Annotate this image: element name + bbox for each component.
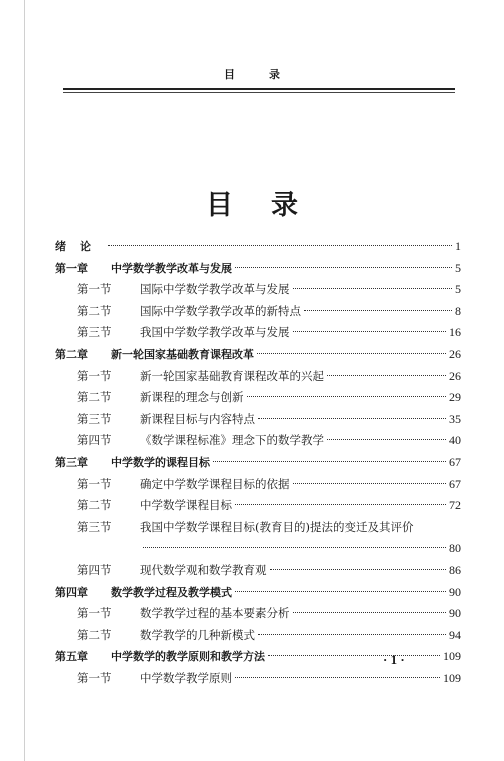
toc-entry-label: 第三节 xyxy=(77,519,112,534)
toc-entry-chapter[interactable] xyxy=(55,344,461,366)
toc-entry-page: 26 xyxy=(449,368,461,383)
toc-entry-title: 确定中学数学课程目标的依据 xyxy=(140,476,290,491)
toc-entry-page: 86 xyxy=(449,562,461,577)
toc-entry-section[interactable] xyxy=(55,560,461,582)
toc-entry-label: 第四节 xyxy=(77,433,112,448)
dot-leader xyxy=(235,591,446,592)
toc-entry-page: 109 xyxy=(443,649,461,664)
toc-entry-section[interactable] xyxy=(55,366,461,388)
toc-entry-label: 第一节 xyxy=(77,282,112,297)
toc-entry-label: 第三章 xyxy=(55,455,88,469)
toc-entry-section[interactable] xyxy=(55,603,461,625)
toc-entry-title: 数学教学的几种新模式 xyxy=(140,627,255,642)
toc-entry-title: 国际中学数学教学改革的新特点 xyxy=(140,303,301,318)
toc-entry-section[interactable] xyxy=(55,430,461,452)
dot-leader xyxy=(247,396,447,397)
header-rule-thick xyxy=(63,88,455,90)
toc-entry-title: 新课程的理念与创新 xyxy=(140,390,244,405)
toc-entry-title: 中学数学课程目标 xyxy=(140,498,232,513)
toc-entry-label: 第四章 xyxy=(55,585,88,599)
header-rule-thin xyxy=(63,92,455,93)
page-folio: · 1 · xyxy=(383,652,405,667)
toc-entry-section[interactable] xyxy=(55,279,461,301)
dot-leader xyxy=(270,569,447,570)
toc-entry-label: 第五章 xyxy=(55,650,88,664)
toc-entry-page: 26 xyxy=(449,346,461,361)
toc-entry-chapter[interactable] xyxy=(55,258,461,280)
dot-leader xyxy=(257,353,446,354)
toc-entry-label: 第二章 xyxy=(55,347,88,361)
toc-entry-label: 第三节 xyxy=(77,325,112,340)
toc-entry-page: 16 xyxy=(449,325,461,340)
toc-entry-label: 第三节 xyxy=(77,411,112,426)
toc-entry-page: 8 xyxy=(455,303,461,318)
toc-entry-chapter[interactable] xyxy=(55,582,461,604)
dot-leader xyxy=(293,288,453,289)
dot-leader xyxy=(327,375,446,376)
toc-entry-title: 中学数学的教学原则和教学方法 xyxy=(111,650,265,664)
toc-entry-section[interactable] xyxy=(55,409,461,431)
dot-leader xyxy=(327,439,446,440)
toc-entry-intro[interactable] xyxy=(55,236,461,258)
toc-entry-page: 1 xyxy=(455,239,461,253)
dot-leader xyxy=(258,418,446,419)
toc-entry-section[interactable] xyxy=(55,474,461,496)
toc-entry-page: 94 xyxy=(449,627,461,642)
toc-title: 目录 xyxy=(206,190,336,221)
dot-leader xyxy=(108,245,452,246)
dot-leader xyxy=(143,547,446,548)
toc-entry-page: 35 xyxy=(449,411,461,426)
toc-entry-title: 《数学课程标准》理念下的数学教学 xyxy=(140,433,324,448)
dot-leader xyxy=(304,310,452,311)
toc-entry-label: 第二节 xyxy=(77,390,112,405)
toc-entry-chapter[interactable] xyxy=(55,452,461,474)
toc-entry-page: 67 xyxy=(449,454,461,469)
toc-entry-title: 新课程目标与内容特点 xyxy=(140,411,255,426)
toc-entry-title: 数学教学过程的基本要素分析 xyxy=(140,606,290,621)
toc-entry-continuation[interactable] xyxy=(55,538,461,560)
toc-entry-section[interactable] xyxy=(55,301,461,323)
toc-entry-title: 新一轮国家基础教育课程改革的兴起 xyxy=(140,368,324,383)
toc-entry-title: 中学数学教学原则 xyxy=(140,670,232,685)
table-of-contents xyxy=(55,236,461,689)
toc-entry-section[interactable] xyxy=(55,625,461,647)
toc-entry-section[interactable] xyxy=(55,322,461,344)
toc-entry-section[interactable] xyxy=(55,387,461,409)
toc-entry-label: 第一节 xyxy=(77,368,112,383)
toc-entry-page: 80 xyxy=(449,541,461,556)
toc-entry-page: 5 xyxy=(455,260,461,275)
dot-leader xyxy=(268,655,440,656)
toc-entry-title: 新一轮国家基础教育课程改革 xyxy=(111,347,254,361)
toc-entry-title: 中学数学教学改革与发展 xyxy=(111,261,232,275)
toc-entry-label: 第二节 xyxy=(77,498,112,513)
toc-entry-title: 现代数学观和数学教育观 xyxy=(140,562,267,577)
toc-entry-page: 90 xyxy=(449,584,461,599)
toc-entry-page: 90 xyxy=(449,606,461,621)
toc-entry-label: 第二节 xyxy=(77,303,112,318)
toc-entry-title: 数学教学过程及教学模式 xyxy=(111,585,232,599)
dot-leader xyxy=(293,612,447,613)
toc-entry-title: 我国中学数学教学改革与发展 xyxy=(140,325,290,340)
toc-entry-page: 40 xyxy=(449,433,461,448)
toc-entry-title: 中学数学的课程目标 xyxy=(111,455,210,469)
toc-entry-page: 109 xyxy=(443,670,461,685)
dot-leader xyxy=(258,634,446,635)
toc-entry-title: 我国中学数学课程目标(教育目的)提法的变迁及其评价 xyxy=(140,519,414,534)
toc-entry-page: 29 xyxy=(449,390,461,405)
dot-leader xyxy=(235,267,452,268)
toc-entry-label: 第四节 xyxy=(77,562,112,577)
toc-entry-section[interactable] xyxy=(55,517,461,539)
dot-leader xyxy=(293,331,447,332)
toc-entry-label: 第一节 xyxy=(77,606,112,621)
dot-leader xyxy=(293,483,447,484)
toc-entry-label: 第一节 xyxy=(77,670,112,685)
toc-entry-page: 72 xyxy=(449,498,461,513)
running-head: 目录 xyxy=(224,68,314,81)
toc-entry-label: 第二节 xyxy=(77,627,112,642)
toc-entry-page: 5 xyxy=(455,282,461,297)
toc-entry-label: 第一章 xyxy=(55,261,88,275)
toc-entry-title: 国际中学数学教学改革与发展 xyxy=(140,282,290,297)
dot-leader xyxy=(235,677,440,678)
toc-entry-label: 第一节 xyxy=(77,476,112,491)
toc-entry-page: 67 xyxy=(449,476,461,491)
toc-entry-label: 绪论 xyxy=(55,240,105,253)
toc-entry-section[interactable] xyxy=(55,668,461,690)
toc-entry-section[interactable] xyxy=(55,495,461,517)
dot-leader xyxy=(213,461,446,462)
page-edge-line xyxy=(24,0,25,761)
dot-leader xyxy=(235,504,446,505)
